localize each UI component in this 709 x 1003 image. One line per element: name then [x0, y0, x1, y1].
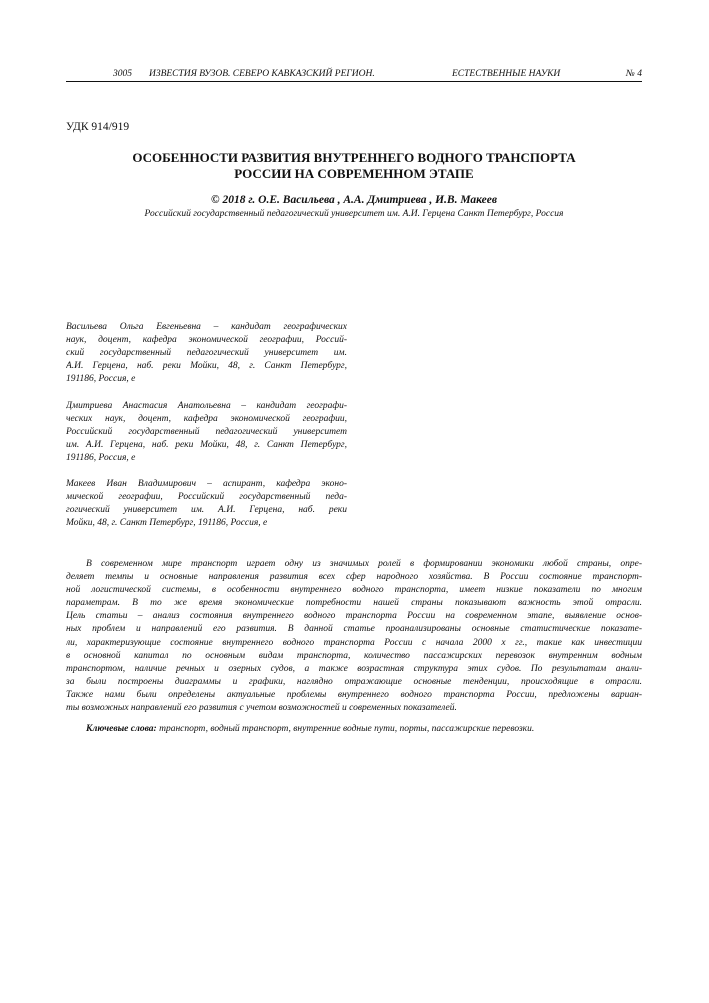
info-line: гогический университет им. А.И. Герцена, наб. реки	[66, 505, 347, 516]
keywords	[86, 724, 642, 734]
title-line: РОССИИ НА СОВРЕМЕННОМ ЭТАПЕ	[234, 166, 474, 181]
header-page-number: 3005	[113, 69, 132, 79]
abstract-line: ты возможных направлений его развития с учетом возможностей и современных показателей.	[66, 703, 457, 714]
abstract-line: ной логистической системы, в особенности внутреннего водного транспорта, имеет низкие показатели по многим	[66, 585, 642, 596]
article-title	[66, 150, 642, 182]
info-line: 191186, Россия, e	[66, 453, 136, 464]
info-line: А.И. Герцена, наб. реки Мойки, 48, г. Санкт Петербург,	[66, 361, 347, 372]
info-line: 191186, Россия, e	[66, 374, 136, 385]
abstract-line: транспортом, наличие речных и озерных судов, а также возрастная структура этих судов. По результатам анали-	[66, 663, 642, 674]
affiliation-line: Российский государственный педагогический университет им. А.И. Герцена Санкт Петербург, Россия	[144, 209, 564, 219]
header-rule	[66, 81, 642, 82]
info-line: Мойки, 48, г. Санкт Петербург, 191186, Россия, e	[66, 518, 268, 529]
abstract-line: деляет темпы и основные направления развития всех сфер народного хозяйства. В России состояние транспорт-	[66, 572, 642, 583]
abstract-line: ных проблем и направлений его развития. В данной статье проанализированы основные статистические показате-	[66, 624, 642, 635]
info-line: ский государственный педагогический университет им.	[66, 348, 347, 359]
info-line: Макеев Иван Владимирович – аспирант, кафедра эконо-	[66, 479, 347, 489]
keywords-text: транспорт, водный транспорт, внутренние водные пути, порты, пассажирские перевозки.	[156, 724, 535, 734]
abstract-line: в основной капитал по основным видам транспорта, количество пассажирских перевозок внутренним водным	[66, 650, 642, 661]
info-line: Российский государственный педагогический университет	[66, 427, 347, 438]
info-line: Дмитриева Анастасия Анатольевна – кандидат географи-	[66, 401, 347, 411]
authors-line: © 2018 г. О.Е. Васильева , А.А. Дмитриева , И.В. Макеев	[210, 194, 497, 206]
author-info-dmitrieva	[66, 400, 347, 465]
abstract-line: за были построены диаграммы и графики, наглядно отражающие основные тенденции, происходящие в отрасли.	[66, 676, 642, 687]
title-line: ОСОБЕННОСТИ РАЗВИТИЯ ВНУТРЕННЕГО ВОДНОГО ТРАНСПОРТА	[132, 150, 576, 165]
header-section: ЕСТЕСТВЕННЫЕ НАУКИ	[452, 69, 561, 79]
info-line: наук, доцент, кафедра экономической географии, Россий-	[66, 335, 347, 346]
info-line: им. А.И. Герцена, наб. реки Мойки, 48, г. Санкт Петербург,	[66, 440, 347, 451]
author-info-vasilyeva	[66, 321, 347, 386]
abstract-line: Также нами были определены актуальные проблемы внутреннего водного транспорта России, предложены вариан-	[66, 689, 642, 700]
info-line: ческих наук, доцент, кафедра экономической географии,	[66, 414, 347, 425]
header-issue-number: № 4	[625, 69, 642, 79]
abstract-line: В современном мире транспорт играет одну из значимых ролей в формировании экономики любой страны, опре-	[86, 559, 642, 569]
abstract-line: параметрам. В то же время экономические потребности нашей страны показывают важность этой отрасли.	[66, 598, 642, 609]
keywords-label: Ключевые слова:	[86, 724, 157, 734]
abstract-line: ли, характеризующие состояние внутреннего водного транспорта России с начала 2000 х гг., такие как инвестиции	[66, 637, 642, 648]
header-journal-title: ИЗВЕСТИЯ ВУЗОВ. СЕВЕРО КАВКАЗСКИЙ РЕГИОН.	[149, 69, 375, 79]
running-header	[66, 66, 642, 82]
abstract	[66, 558, 642, 715]
abstract-line: Цель статьи – анализ состояния внутреннего водного транспорта России на современном этапе, выявление основ-	[66, 611, 642, 622]
info-line: мической географии, Российский государственный педа-	[66, 492, 347, 503]
info-line: Васильева Ольга Евгеньевна – кандидат географических	[66, 322, 347, 332]
udk-code: УДК 914/919	[66, 121, 130, 133]
author-info-makeev	[66, 478, 347, 530]
